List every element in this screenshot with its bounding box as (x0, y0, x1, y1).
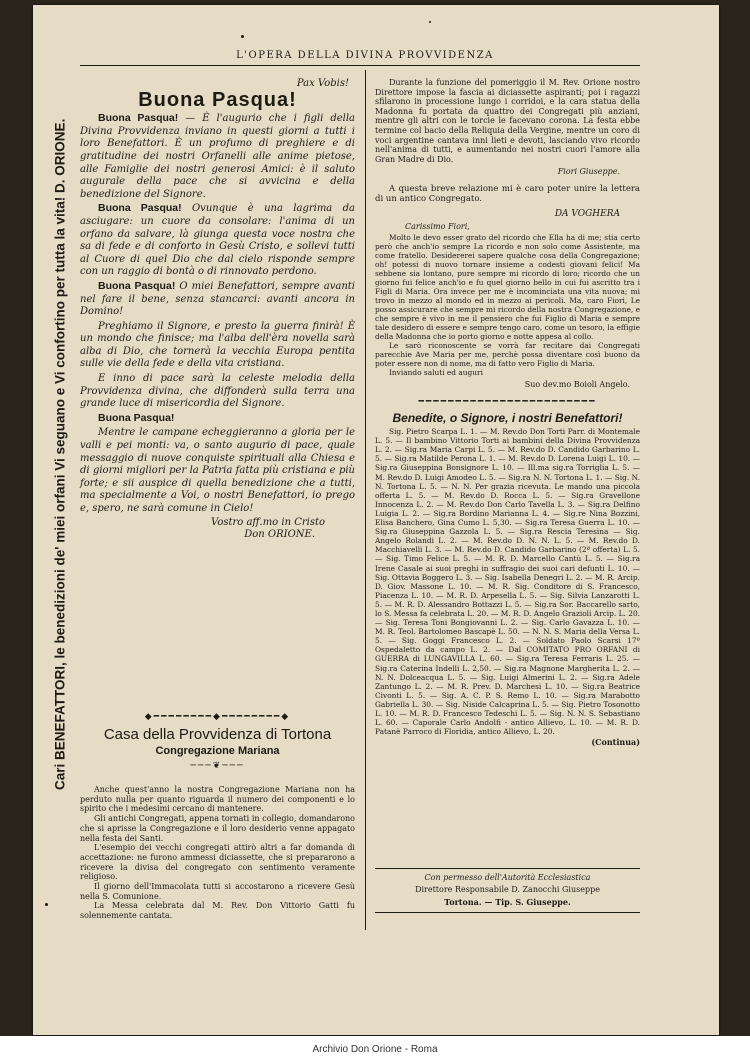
author-sign: Fiori Giuseppe. (557, 167, 620, 177)
closing: Vostro aff.mo in Cristo (211, 516, 325, 528)
letter-origin: DA VOGHERA (554, 209, 620, 220)
paragraph: L'esempio dei vecchi congregati attirò altri a far domanda di accettazione: ne furono ammessi diciassette, che si prepararono a ricevere la divisa del congregato con sentimento veramente religioso. (80, 843, 355, 882)
ink-speck (429, 21, 431, 23)
continua-label: (Continua) (591, 737, 640, 748)
paragraph: Le sarò riconoscente se vorrà far recitare dai Congregati parecchie Ave Maria per me, perchè possa diventare così buono da poter essere non di nome, ma di fatto vero Figlio di Maria. (375, 341, 640, 369)
paragraph: Inviando saluti ed auguri (389, 368, 483, 378)
paragraph: A questa breve relazione mi è caro poter unire la lettera di un antico Congregato. (375, 183, 640, 204)
left-column (80, 78, 355, 542)
imprint (375, 864, 640, 913)
signature: Don ORIONE. (244, 529, 315, 541)
ornament-divider: ◆━━━━━━━━◆━━━━━━━━◆ (144, 712, 291, 722)
paragraph: Molto le devo esser grato del ricordo che Ella ha di me; stia certo però che anch'io sempre La ricordo e non solo come Assistente, ma come fratello. Desidererei sapere qualche cosa della Congregazione; oh! potessi di nuovo tornare insieme a codesti giovani felici! Ma sebbene sia lontano, pure sempre mi ricordo di loro; ricordo che un giorno fui felice anch'io e fu quel giorno bello in cui fui ascritto tra i Figli di Maria. Ora invece per me è incominciata una vita nuova; mi trovo in mezzo al mondo ed in mezzo ai pericoli. Ma, caro Fiori, Le posso assicurare che sempre mi ricordo della nostra Congregazione, e che sempre è vivo in me il pensiero che fui Figlio di Maria e sempre tale desidero di essere e sempre tengo caro, come un tesoro, la effigie della Madonna che io porto giorno e notte appesa al collo. (375, 233, 640, 342)
archive-footer: Archivio Don Orione - Roma (0, 1036, 750, 1063)
casa-body (80, 785, 355, 921)
benefactors-list (375, 427, 640, 736)
article-body (80, 112, 355, 515)
benefactors-title: Benedite, o Signore, i nostri Benefattori! (392, 410, 623, 425)
ink-speck (45, 903, 48, 906)
paragraph: Anche quest'anno la nostra Congregazione Mariana non ha perduto nulla per quanto riguarda il numero dei componenti e lo spirito che i medesimi cercano di mantenere. (80, 785, 355, 814)
column-separator (365, 70, 366, 930)
paragraph: E inno di pace sarà la celeste melodia della Provvidenza divina, che diffonderà sulla terra una grande luce di misericordia del Signore. (80, 373, 355, 410)
right-column (375, 78, 640, 748)
paragraph: Mentre le campane echeggieranno a gloria per le valli e pei monti: va, o santo augurio di pace, quale messaggio di nuove conquiste spirituali alla Chiesa e di giorni migliori per la Patria fatta più cristiana e più forte; e sii auspice di quella benedizione che a tutti, ma specialmente a Voi, o nostri Benefattori, io prego e, spero, ne sarà comune in Cielo! (80, 427, 355, 514)
paragraph: Buona Pasqua! O miei Benefattori, sempre avanti nel fare il bene, senza stancarci: avanti ancora in Domino! (80, 279, 355, 318)
article-title: Buona Pasqua! (138, 88, 297, 111)
salutation: Carissimo Fiori, (405, 221, 470, 231)
casa-subtitle: Congregazione Mariana (155, 745, 280, 757)
paragraph: La Messa celebrata dal M. Rev. Don Vittorio Gatti fu solennemente cantata. (80, 901, 355, 921)
paragraph: Sig. Pietro Scarpa L. 1. — M. Rev.do Don Torti Parr. di Montemale L. 5. — Il bambino Vittorio Torti ai bambini della Divina Provvidenza L. 2. — Sig.ra Maria Carpi L. 5. — M. Rev.do D. Candido Garbarino L. 5. — Sig.ra Matilde Perona L. 1. — M. Rev.do D. Lorena Luigi L. 10. — Sig.ra Giuseppina Bonsignore L. 10. — Ill.ma sig.ra Torriglia L. 5. — M. Rev.do D. Luigi Amodeo L. 5. — Sig.ra N. N. Tortona L. 1. — Sig. N. N. Tortona L. 5. — N. N. Per grazia ricevuta. Le mando una piccola offerta L. 5. — M. Rev.do D. Rocca L. 5. — Sig.ra Gravellone Innocenza L. 2. — M. Rev.do Don Carlo Tavella L. 3. — Sig.ra Delfino Luigia L. 2. — Sig.ra Bordino Marianna L. 4. — Sig.re Nina Bozzini, Elisa Banchero, Gina Cumo L. 5,30. — Sig.ra Teresa Guerra L. 10. — Sig.ra Giuseppina Gazzola L. 5. — Sig.ra Rescia Teresina — Sig. Angelo Rolandi L. 2. — M. Rev.do D. N. N. L. 5. — M. Rev.do D. Macchiavelli L. 3. — M. Rev.do D. Candido Garbarino (2ª offerta) L. 5. — Sig. Timo Felice L. 5. — M. R. D. Marcello Cantù L. 5. — Sig.ra Irene Casale ai suoi preghi in suffragio dei suoi cari defunti L. 10. — Sig. Ottavia Boggero L. 3. — Sig. Isabella Denegri L. 2. — M. R. Arcip. D. Giov. Massone L. 10. — M. R. Sig. Conditore di S. Francesco, Piacenza L. 10. — M. R. D. Arpesella L. 5. — Sig. Silvia Lanzarotti L. 5. — M. R. D. Alessandro Bottazzi L. 5. — Sig.ra Sor. Baccarello sarto, lo S. Messa fa celebrata L. 20. — M. R. D. Angelo Grazioli Arcip. L. 20. — Sig. Teresa Toni Bongiovanni L. 2. — Sig. Carlo Gavazza L. 10. — M. R. Teol. Bartolomeo Bascapè L. 50. — N. N. S. Maria della Versa L. 5. — Sig. Goggi Francesco L. 2. — Soldato Paolo Scarsi 17º Ospedaletto da campo L. 2. — Dal COMITATO PRO ORFANI di GUERRA di LUNGAVILLA L. 60. — Sig.ra Teresa Ferraris L. 25. — Sig.ra Caterina Indelli L. 2,50. — Sig.ra Magnone Margherita L. 2. — N. N. Dolceacqua L. 5. — Sig. Luigi Almerini L. 2. — Sig.ra Adele Zantungo L. 2. — M. R. Prev. D. Marchesi L. 10. — Sig.ra Beatrice Civonti L. 5. — Sig. A. C. P. S. Remo L. 10. — Sig.ra Marabotto Gabriella L. 30. — Sig. Niside Calcaprina L. 5. — Sig. Pietro Tosonotto L. 10. — M. R. D. Francesco Tedeschi L. 5. — Sig. N. N. S. Sebastiano L. 60. — Caporale Carlo Andolfi - antico Allievo, L. 10. — M. R. D. Patanè Parroco di Floridia, antico Allievo, L. 20. (375, 427, 640, 737)
ornament-divider: ───❦─── (190, 761, 245, 771)
ornament-divider: ━━━━━━━━━━━━━━━━━━━━━━━━ (418, 396, 597, 407)
letter-body (375, 233, 640, 377)
ink-speck (241, 35, 244, 38)
paragraph: Preghiamo il Signore, e presto la guerra finirà! È un mondo che finisce; ma l'alba dell'èra novella sarà alba di Dio, che tornerà la vecchia Europa pentita sulle vie della fede e della vita cristiana. (80, 320, 355, 370)
header-rule (80, 65, 640, 66)
paragraph: Buona Pasqua! (98, 411, 175, 424)
printer: Tortona. — Tip. S. Giuseppe. (444, 897, 571, 907)
paragraph: Il giorno dell'Immacolata tutti si accostarono a ricevere Gesù nella S. Comunione. (80, 882, 355, 901)
responsible-director: Direttore Responsabile D. Zanocchi Giuseppe (415, 885, 600, 894)
casa-article (80, 708, 355, 921)
imprint-rule (375, 868, 640, 869)
running-title: L'OPERA DELLA DIVINA PROVVIDENZA (236, 50, 494, 61)
paragraph: Durante la funzione del pomeriggio il M. Rev. Orione nostro Direttore impose la fascia ai diciassette aspiranti; poi i ragazzi sfilarono in processione lungo i corridoi, e la cara statua della Madonna fu portata da quattro dei Congregati più anziani, mentre gli altri con le torcie le facevano corona. La festa ebbe termine col bacio della Reliquia della Vergine, mentre un coro di voci argentine cantava inni lieti e devoti, lasciando vivo ricordo nell'anima di tutti, e aumentando nei nostri cuori l'amore alla Gran Madre di Dio. (375, 78, 640, 164)
dedication-text: Cari BENEFATTORI, le benedizioni de' miei orfani Vi seguano e Vi confortino per tutta la vita! D. ORIONE. (52, 118, 68, 790)
vertical-dedication (40, 118, 80, 790)
ecclesiastical-permission: Con permesso dell'Autorità Ecclesiastica (424, 873, 591, 882)
paragraph: Buona Pasqua! Ovunque è una lagrima da asciugare: un cuore da consolare: l'anima di un orfano da salvare, là giunga questa voce nostra che sa di fede e di conforto in Gesù Cristo, e sollevi tutti al Cuore di quel Dio che dal cielo risponde sempre con un raggio di bontà o di rinnovato perdono. (80, 202, 355, 278)
letter-signature: Suo dev.mo Boioli Angelo. (524, 380, 630, 390)
paragraph: Buona Pasqua! — È l'augurio che i figli della Divina Provvidenza inviano in questi giorni a tutti i loro Benefattori. È un profumo di preghiere e di gratitudine dei nostri Orfanelli alle anime pietose, alle Famiglie dei nostri generosi Amici: è il saluto augurale della pace che si avvicina e della benedizione del Signore. (80, 112, 355, 200)
imprint-rule (375, 912, 640, 913)
pax-vobis: Pax Vobis! (296, 78, 349, 89)
paragraph: Gli antichi Congregati, appena tornati in collegio, domandarono che si aprisse la Congregazione e il loro desiderio venne appagato nella festa dei Santi. (80, 814, 355, 843)
casa-title: Casa della Provvidenza di Tortona (103, 726, 332, 743)
